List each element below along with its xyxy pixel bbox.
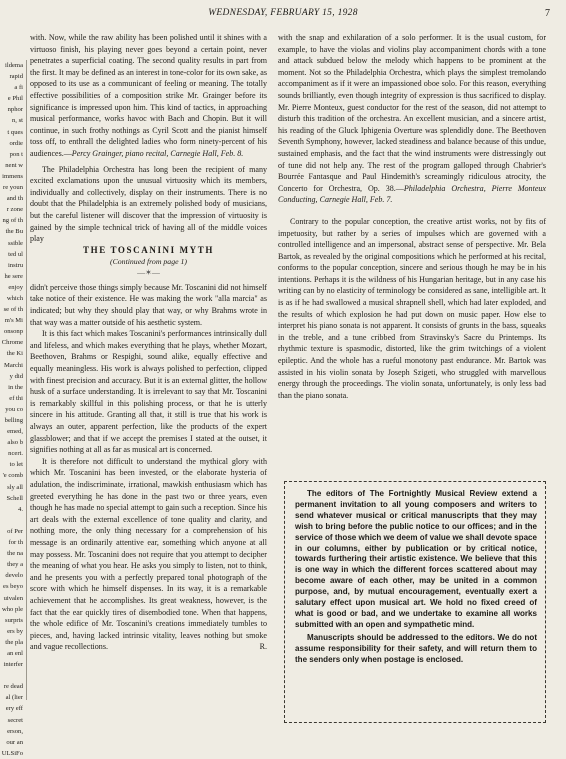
gutter-line: ted ul [8, 250, 23, 258]
gutter-line: the Ki [6, 350, 23, 358]
gutter-line: re youn [3, 184, 23, 192]
gutter-line: ssible [7, 239, 23, 247]
gutter-line: who ple [1, 605, 23, 613]
gutter-line: al (lier [5, 694, 23, 702]
gutter-line [0, 515, 26, 526]
gutter-line: e Phil [7, 95, 23, 103]
editors-notice-box [284, 481, 546, 723]
gutter-line: for th [8, 539, 23, 547]
gutter-line: rapid [9, 73, 23, 81]
gutter-line: in the [8, 383, 23, 391]
monteux-review-credit: Philadelphia Orchestra, Pierre Monteux Conducting, Carnegie Hall, Feb. 7. [278, 183, 546, 205]
gutter-line: the na [7, 550, 23, 558]
grainger-review-text [30, 32, 267, 160]
gutter-line: ery eff [5, 705, 23, 713]
gutter-line: 4. [18, 505, 23, 513]
running-header [0, 8, 566, 24]
adjacent-page-fragment [0, 60, 27, 757]
philadelphia-review-text: The Philadelphia Orchestra has long been the recipient of many excited exclamations upon the unusual virtuosity which its members, individually and collectively, display on their instruments. There is no doubt that the Philadelphia is an extremely polished body of musicians, but the careful listener will discover that the impression of virtuosity is gained by the simple technical trick of having all of the middle voices play [30, 164, 267, 244]
gutter-line: enjoy [8, 283, 23, 291]
notice-paragraph-1: The editors of The Fortnightly Musical Review extend a permanent invitation to all young composers and writers to send whatever musical or critical manuscripts that they may wish to bring before the public notice to our offices; and in the service of those which we deem of value we shall devote space in our columns, either by publication or by critical notice, towards furthering their artistic existence. We believe that this is one way in which the different forces scattered about may become aware of each other, may be united in a common purpose, and, by mutual encouragement, eventually exert a salutary effect upon musical art. We hold no fixed creed of what is good or bad, and we undertake to examine all works submitted with an open and sympathetic mind. [295, 489, 537, 629]
ornament-divider: —✶— [137, 267, 160, 277]
gutter-line: ULSiFo [1, 749, 23, 757]
gutter-line: also b [7, 439, 23, 447]
page-number: 7 [545, 8, 550, 19]
gutter-line: sly all [7, 483, 23, 491]
gutter-line: which [6, 294, 23, 302]
monteux-review-text [278, 32, 546, 206]
gutter-line: emed, [7, 428, 23, 436]
author-signature: R. [259, 642, 267, 652]
notice-paragraph-2: Manuscripts should be addressed to the editors. We do not assume responsibility for their safety, and will return them to the senders only when postage is enclosed. [295, 632, 537, 664]
gutter-line: n, st [12, 117, 23, 125]
gutter-line: ncert. [8, 450, 23, 458]
gutter-line: belling [4, 417, 23, 424]
gutter-line: ef thi [9, 394, 23, 402]
gutter-line: surpris [5, 616, 23, 624]
gutter-line: of Per [7, 527, 23, 535]
gutter-line: y did [9, 372, 23, 380]
gutter-line: Chrome [1, 339, 23, 347]
gutter-line: erson, [7, 727, 23, 735]
gutter-line: ordie [9, 139, 23, 147]
gutter-line: he sere [4, 272, 23, 280]
gutter-line: secret [7, 716, 23, 724]
toscanini-para-3 [30, 456, 267, 653]
gutter-line: r zone [6, 206, 23, 214]
gutter-line: onsonp [3, 328, 23, 336]
gutter-line: immens [2, 172, 23, 180]
gutter-line: instru [7, 261, 23, 269]
continued-note: (Continued from page 1) [109, 257, 188, 267]
gutter-line: ng of th [2, 217, 23, 225]
gutter-line: pon t [9, 150, 23, 158]
gutter-line: nphor [7, 106, 23, 114]
gutter-line: Schell [6, 494, 23, 502]
gutter-line: develo [5, 572, 23, 580]
gutter-line: a fi [14, 84, 23, 92]
gutter-line: se of th [3, 306, 23, 314]
gutter-line: t ques [7, 128, 23, 136]
toscanini-para-2: It is this fact which makes Toscanini's performances intrinsically dull and lifeless, and which makes everything that he plays, whether Mozart, Beethoven, Brahms or Respighi, sound alike, equally effective and equally meaningless. His work is always polished to perfection, clipped with finest precision and accuracy. But it is an external glitter, the hollow husk of a surface understanding. It is irrelevant to say that Mr. Toscanini is remarkably skillful in this polishing process, or that he is utterly sincere in his attitude. Granting all that, it still is true that his work is always an outer, apparent perfection, like the products of the expert glassblower; and that if we accept the premises I stated at the outset, it signifies nothing at all as far as musical art is concerned. [30, 329, 267, 455]
gutter-line: and th [6, 195, 23, 203]
bartok-review-text: Contrary to the popular conception, the creative artist works, not by fits of impetuosity, but rather by a series of impulses which are governed with a controlled intelligence and an impersonal, abstract sense of perspective. Mr. Bela Bartok, as revealed by the original compositions which he performed at his recital, conforms to the popular conception, sincere and serious though he may be in his intentions. Perhaps it is the wildness of his Hungarian heritage, but in any case his writing can by no elasticity of terminology be considered as sane, intelligible art. It is as if he had swallowed a musical shrapnell shell, which had later exploded, and the results of which explosion he had put down on music paper. How else to interpret his piano sonata is not apparent. It consists of grunts in the bass, squeaks in the treble, and a tune cribbed from Stravinsky's Sacre du Printemps. Its rhythmic texture is spasmodic, distorted, like the grim twitchings of a violent epileptic. And the whole has a rueful monotony past endurance. Mr. Bartok was assisted in his violin sonata by Joseph Szigeti, who struggled with marvellous energy through the proceedings. The violin sonata, unfortunately, is only less bad than the piano sonata. [278, 216, 546, 400]
article-heading: THE TOSCANINI MYTH [83, 244, 214, 255]
gutter-line: they a [7, 561, 23, 569]
header-date: WEDNESDAY, FEBRUARY 15, 1928 [208, 8, 358, 18]
gutter-line: Marchi [3, 361, 23, 369]
grainger-review-body: with. Now, while the raw ability has been polished until it shines with a virtuoso finish, his playing never goes beyond a certain point, never penetrates a superficial coating. The second quality results in part from the first. It may be defined as an interest in tone-color for its own sake, as opposed to its use as a communicant of feeling or meaning. The totally effective possibilities of a composition strike Mr. Grainger before its significance is impressed upon him. This kind of tactics, in approaching musical performance, works havoc with Bach and Chopin. But it will continue, in such frothy nothings as Cyril Scott and the pianist himself toss off, to enthrall the delighted ladies who form ninety-percent of his audiences.— [30, 33, 267, 158]
gutter-line: ers by [7, 627, 23, 635]
right-column [278, 32, 546, 401]
gutter-line: you co [5, 405, 23, 413]
gutter-line: m's Mi [4, 317, 23, 325]
gutter-line: ildema [5, 62, 23, 69]
gutter-line: 'e comb [2, 472, 23, 480]
gutter-line: the Bu [5, 228, 23, 236]
toscanini-para-3-body: It is therefore not difficult to understand the mythical glory with which Mr. Toscanini has been invested, or the elaborate hysteria of adulation, the indiscriminate, irrational, mawkish enthusiasm which has greeted everything he has done in the past two or three years, even though he has made no special attempt to gain such a reception. Since his art deals with the external excellence of tone quality and clarity, and nothing more, the only thing necessary for a comprehension of his message is an ordinarily attentive ear, something which anyone at all may possess. Mr. Toscanini does not require that you attempt to decipher the meaning of what you hear. He asks you simply to listen, not to think, and he presents you with a perfectly prepared tonal photograph of the score with which he himself dispenses. In its way, it is a remarkable achievement that he accomplishes. Its great weakness, however, is the fact that the ear quickly tires of disembodied tone. When that happens, the whole edifice of Mr. Toscanini's creations immediately tumbles to pieces, and, having lacked intrinsic vitality, leaves nothing but smoke and vague recollections. [30, 456, 267, 652]
gutter-line: es beyo [3, 583, 23, 591]
gutter-line: to let [9, 461, 23, 469]
gutter-line: nent w [5, 161, 23, 169]
gutter-line: uivalen [3, 594, 23, 602]
gutter-line: re dead [3, 683, 23, 691]
gutter-line: our an [6, 738, 23, 746]
monteux-review-body: with the snap and exhilaration of a solo performer. It is the usual custom, for example, to have the violas and violins play accompaniment chords with a tone and attack subdued below the melody which happens to be prominent at the moment. Not so the Philadelphia Orchestra, which plays the simplest tremolando accompaniment as if it were an impassioned oboe solo. For this reason, everything sounds brilliantly, even though integrity of expression is thus sacrificed to display. Mr. Pierre Monteux, guest conductor for the rest of the season, did not attempt to disturb this tradition of the orchestra. An excellent musician, and a sincere artist, his reading of the Gluck Iphigenia Overture was splendidly done. The Beethoven Seventh Symphony, however, lacked steadiness and balance because of this undue, sustained emphasis, and the fact that the wind instruments were distressingly out of tune did not help any. The rest of the program galloped through Chabrier's Bourrée Fantasque and Paul Hindemith's screamingly ridiculous atrocity, the Concerto for Orchestra, Op. 38.— [278, 33, 546, 193]
gutter-line: an enl [7, 649, 23, 657]
gutter-line [0, 670, 26, 681]
grainger-review-credit: Percy Grainger, piano recital, Carnegie Hall, Feb. 8. [71, 148, 244, 158]
gutter-line: the pla [5, 638, 23, 646]
left-column [30, 32, 267, 653]
gutter-line: interfer [3, 661, 23, 669]
toscanini-para-1: didn't perceive those things simply because Mr. Toscanini did not himself take notice of their existence. He was making the work "alla marcia" as indicated; but why they should play that way, or why Brahms wrote in that way was a matter outside of his aesthetic system. [30, 282, 267, 327]
